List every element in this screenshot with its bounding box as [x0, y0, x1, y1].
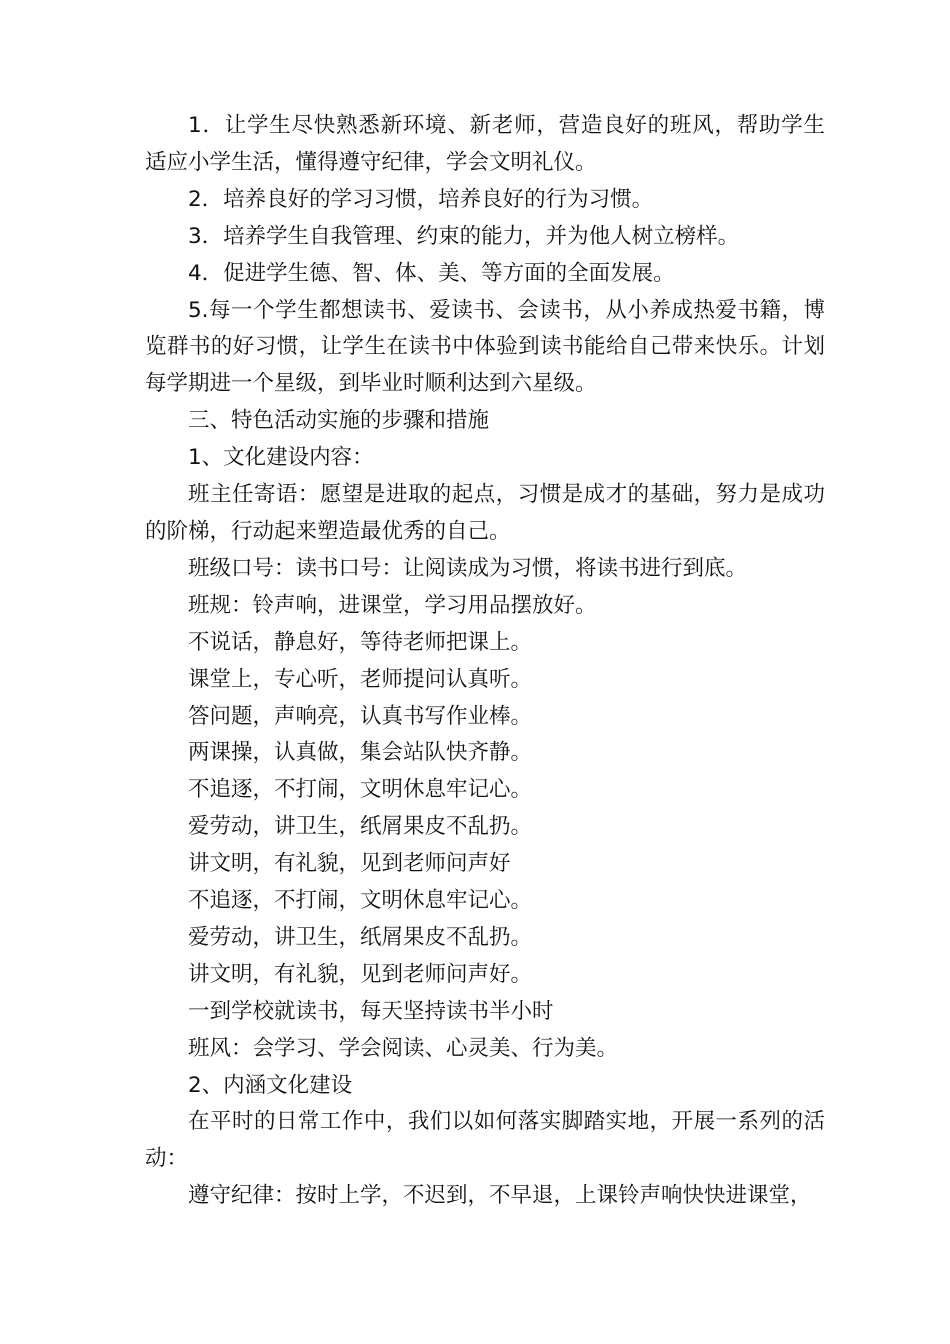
paragraph-discipline: 遵守纪律：按时上学，不迟到，不早退，上课铃声响快快进课堂， [188, 1183, 812, 1209]
paragraph-daily-work: 在平时的日常工作中，我们以如何落实脚踏实地，开展一系列的活动： [145, 1109, 825, 1172]
subheading-inner-culture: 2、内涵文化建设 [188, 1072, 353, 1098]
rule-line: 不追逐，不打闹，文明休息牢记心。 [188, 888, 533, 914]
rule-line: 一到学校就读书，每天坚持读书半小时 [188, 998, 554, 1024]
rule-line: 讲文明，有礼貌，见到老师问声好。 [188, 961, 533, 987]
rule-line: 爱劳动，讲卫生，纸屑果皮不乱扔。 [188, 814, 533, 840]
paragraph-teacher-message: 班主任寄语：愿望是进取的起点，习惯是成才的基础，努力是成功的阶梯，行动起来塑造最优秀的自己。 [145, 482, 825, 544]
paragraph-class-slogan: 班级口号：读书口号：让阅读成为习惯，将读书进行到底。 [188, 555, 748, 581]
paragraph-class-style: 班风：会学习、学会阅读、心灵美、行为美。 [188, 1035, 619, 1061]
paragraph-goal-1: 1．让学生尽快熟悉新环境、新老师，营造良好的班风，帮助学生适应小学生活，懂得遵守纪律，学会文明礼仪。 [145, 113, 825, 175]
subheading-culture-content: 1、文化建设内容： [188, 445, 374, 471]
rule-line: 爱劳动，讲卫生，纸屑果皮不乱扔。 [188, 924, 533, 950]
paragraph-goal-2: 2．培养良好的学习习惯，培养良好的行为习惯。 [188, 186, 654, 212]
paragraph-goal-3: 3．培养学生自我管理、约束的能力，并为他人树立榜样。 [188, 223, 740, 249]
rule-line: 课堂上，专心听，老师提问认真听。 [188, 666, 533, 692]
rule-line: 不说话，静息好，等待老师把课上。 [188, 629, 533, 655]
document-body [145, 108, 825, 1215]
rule-line: 讲文明，有礼貌，见到老师问声好 [188, 851, 511, 877]
section-heading-3: 三、特色活动实施的步骤和措施 [188, 408, 490, 434]
rule-line: 两课操，认真做，集会站队快齐静。 [188, 740, 533, 766]
rule-line: 不追逐，不打闹，文明休息牢记心。 [188, 777, 533, 803]
paragraph-goal-4: 4．促进学生德、智、体、美、等方面的全面发展。 [188, 260, 675, 286]
paragraph-class-rules: 班规：铃声响，进课堂，学习用品摆放好。 [188, 592, 597, 618]
paragraph-goal-5: 5.每一个学生都想读书、爱读书、会读书，从小养成热爱书籍，博览群书的好习惯，让学生在读书中体验到读书能给自己带来快乐。计划每学期进一个星级，到毕业时顺利达到六星级。 [145, 297, 825, 397]
rule-line: 答问题，声响亮，认真书写作业棒。 [188, 703, 533, 729]
